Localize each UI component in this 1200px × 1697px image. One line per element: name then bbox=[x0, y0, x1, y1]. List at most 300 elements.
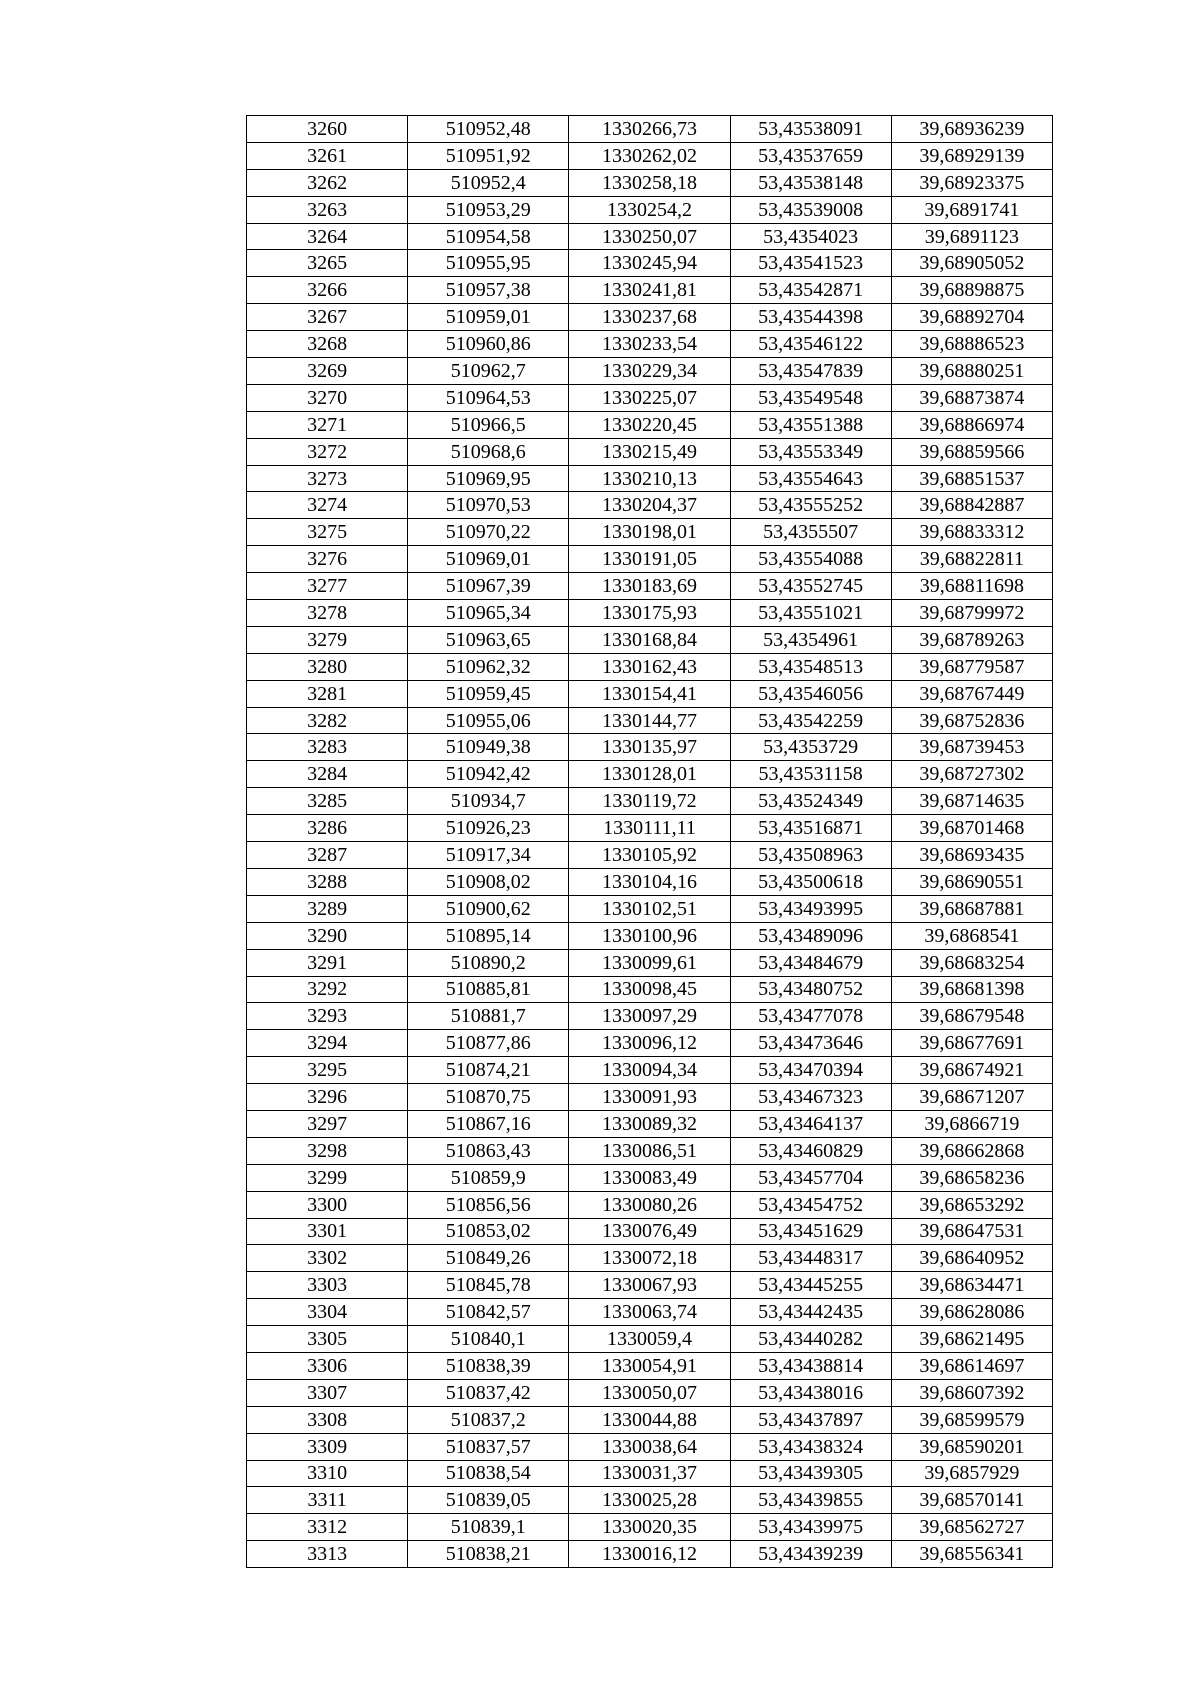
x-coordinate-cell: 510845,78 bbox=[408, 1272, 569, 1299]
point-number-cell: 3262 bbox=[247, 169, 408, 196]
x-coordinate-cell: 510837,57 bbox=[408, 1433, 569, 1460]
y-coordinate-cell: 1330144,77 bbox=[569, 707, 730, 734]
x-coordinate-cell: 510934,7 bbox=[408, 788, 569, 815]
table-row bbox=[247, 1299, 1053, 1326]
latitude-cell: 53,4354961 bbox=[730, 626, 891, 653]
latitude-cell: 53,43437897 bbox=[730, 1406, 891, 1433]
y-coordinate-cell: 1330020,35 bbox=[569, 1514, 730, 1541]
point-number-cell: 3289 bbox=[247, 895, 408, 922]
longitude-cell: 39,68556341 bbox=[891, 1541, 1052, 1568]
y-coordinate-cell: 1330096,12 bbox=[569, 1030, 730, 1057]
longitude-cell: 39,68752836 bbox=[891, 707, 1052, 734]
y-coordinate-cell: 1330099,61 bbox=[569, 949, 730, 976]
table-row bbox=[247, 1218, 1053, 1245]
y-coordinate-cell: 1330204,37 bbox=[569, 492, 730, 519]
table-row bbox=[247, 1379, 1053, 1406]
latitude-cell: 53,43524349 bbox=[730, 788, 891, 815]
latitude-cell: 53,43538148 bbox=[730, 169, 891, 196]
longitude-cell: 39,68866974 bbox=[891, 411, 1052, 438]
x-coordinate-cell: 510965,34 bbox=[408, 600, 569, 627]
latitude-cell: 53,43551021 bbox=[730, 600, 891, 627]
x-coordinate-cell: 510849,26 bbox=[408, 1245, 569, 1272]
x-coordinate-cell: 510837,42 bbox=[408, 1379, 569, 1406]
latitude-cell: 53,43457704 bbox=[730, 1164, 891, 1191]
latitude-cell: 53,43555252 bbox=[730, 492, 891, 519]
x-coordinate-cell: 510926,23 bbox=[408, 815, 569, 842]
point-number-cell: 3294 bbox=[247, 1030, 408, 1057]
y-coordinate-cell: 1330191,05 bbox=[569, 546, 730, 573]
latitude-cell: 53,43460829 bbox=[730, 1137, 891, 1164]
table-row bbox=[247, 1030, 1053, 1057]
table-row bbox=[247, 1272, 1053, 1299]
latitude-cell: 53,43477078 bbox=[730, 1003, 891, 1030]
coordinates-table-body bbox=[247, 116, 1053, 1568]
longitude-cell: 39,68599579 bbox=[891, 1406, 1052, 1433]
table-row bbox=[247, 626, 1053, 653]
longitude-cell: 39,68690551 bbox=[891, 868, 1052, 895]
point-number-cell: 3308 bbox=[247, 1406, 408, 1433]
point-number-cell: 3261 bbox=[247, 142, 408, 169]
x-coordinate-cell: 510900,62 bbox=[408, 895, 569, 922]
longitude-cell: 39,68833312 bbox=[891, 519, 1052, 546]
table-row bbox=[247, 1191, 1053, 1218]
y-coordinate-cell: 1330111,11 bbox=[569, 815, 730, 842]
x-coordinate-cell: 510838,21 bbox=[408, 1541, 569, 1568]
table-row bbox=[247, 976, 1053, 1003]
longitude-cell: 39,68851537 bbox=[891, 465, 1052, 492]
x-coordinate-cell: 510842,57 bbox=[408, 1299, 569, 1326]
longitude-cell: 39,68905052 bbox=[891, 250, 1052, 277]
latitude-cell: 53,43552745 bbox=[730, 573, 891, 600]
point-number-cell: 3276 bbox=[247, 546, 408, 573]
latitude-cell: 53,43454752 bbox=[730, 1191, 891, 1218]
latitude-cell: 53,43439239 bbox=[730, 1541, 891, 1568]
longitude-cell: 39,68880251 bbox=[891, 358, 1052, 385]
x-coordinate-cell: 510955,95 bbox=[408, 250, 569, 277]
longitude-cell: 39,68687881 bbox=[891, 895, 1052, 922]
y-coordinate-cell: 1330016,12 bbox=[569, 1541, 730, 1568]
latitude-cell: 53,43546122 bbox=[730, 331, 891, 358]
point-number-cell: 3295 bbox=[247, 1057, 408, 1084]
point-number-cell: 3281 bbox=[247, 680, 408, 707]
table-row bbox=[247, 680, 1053, 707]
table-row bbox=[247, 223, 1053, 250]
longitude-cell: 39,68681398 bbox=[891, 976, 1052, 1003]
y-coordinate-cell: 1330135,97 bbox=[569, 734, 730, 761]
table-row bbox=[247, 1352, 1053, 1379]
point-number-cell: 3280 bbox=[247, 653, 408, 680]
y-coordinate-cell: 1330097,29 bbox=[569, 1003, 730, 1030]
y-coordinate-cell: 1330168,84 bbox=[569, 626, 730, 653]
table-row bbox=[247, 519, 1053, 546]
table-row bbox=[247, 277, 1053, 304]
latitude-cell: 53,43537659 bbox=[730, 142, 891, 169]
point-number-cell: 3312 bbox=[247, 1514, 408, 1541]
y-coordinate-cell: 1330094,34 bbox=[569, 1057, 730, 1084]
longitude-cell: 39,68779587 bbox=[891, 653, 1052, 680]
y-coordinate-cell: 1330225,07 bbox=[569, 384, 730, 411]
longitude-cell: 39,68628086 bbox=[891, 1299, 1052, 1326]
latitude-cell: 53,43554088 bbox=[730, 546, 891, 573]
x-coordinate-cell: 510890,2 bbox=[408, 949, 569, 976]
x-coordinate-cell: 510970,22 bbox=[408, 519, 569, 546]
table-row bbox=[247, 1245, 1053, 1272]
longitude-cell: 39,6857929 bbox=[891, 1460, 1052, 1487]
y-coordinate-cell: 1330076,49 bbox=[569, 1218, 730, 1245]
table-row bbox=[247, 1541, 1053, 1568]
table-row bbox=[247, 895, 1053, 922]
longitude-cell: 39,68892704 bbox=[891, 304, 1052, 331]
latitude-cell: 53,43489096 bbox=[730, 922, 891, 949]
x-coordinate-cell: 510870,75 bbox=[408, 1084, 569, 1111]
table-row bbox=[247, 1514, 1053, 1541]
table-row bbox=[247, 949, 1053, 976]
point-number-cell: 3297 bbox=[247, 1110, 408, 1137]
y-coordinate-cell: 1330245,94 bbox=[569, 250, 730, 277]
y-coordinate-cell: 1330175,93 bbox=[569, 600, 730, 627]
x-coordinate-cell: 510859,9 bbox=[408, 1164, 569, 1191]
x-coordinate-cell: 510969,01 bbox=[408, 546, 569, 573]
y-coordinate-cell: 1330038,64 bbox=[569, 1433, 730, 1460]
y-coordinate-cell: 1330089,32 bbox=[569, 1110, 730, 1137]
latitude-cell: 53,43554643 bbox=[730, 465, 891, 492]
longitude-cell: 39,68929139 bbox=[891, 142, 1052, 169]
x-coordinate-cell: 510874,21 bbox=[408, 1057, 569, 1084]
longitude-cell: 39,68653292 bbox=[891, 1191, 1052, 1218]
latitude-cell: 53,43451629 bbox=[730, 1218, 891, 1245]
x-coordinate-cell: 510951,92 bbox=[408, 142, 569, 169]
point-number-cell: 3313 bbox=[247, 1541, 408, 1568]
latitude-cell: 53,43493995 bbox=[730, 895, 891, 922]
longitude-cell: 39,68923375 bbox=[891, 169, 1052, 196]
x-coordinate-cell: 510957,38 bbox=[408, 277, 569, 304]
y-coordinate-cell: 1330105,92 bbox=[569, 842, 730, 869]
y-coordinate-cell: 1330183,69 bbox=[569, 573, 730, 600]
point-number-cell: 3301 bbox=[247, 1218, 408, 1245]
longitude-cell: 39,68693435 bbox=[891, 842, 1052, 869]
longitude-cell: 39,68811698 bbox=[891, 573, 1052, 600]
point-number-cell: 3273 bbox=[247, 465, 408, 492]
x-coordinate-cell: 510962,32 bbox=[408, 653, 569, 680]
latitude-cell: 53,43500618 bbox=[730, 868, 891, 895]
x-coordinate-cell: 510917,34 bbox=[408, 842, 569, 869]
longitude-cell: 39,68822811 bbox=[891, 546, 1052, 573]
point-number-cell: 3293 bbox=[247, 1003, 408, 1030]
point-number-cell: 3305 bbox=[247, 1326, 408, 1353]
latitude-cell: 53,43448317 bbox=[730, 1245, 891, 1272]
latitude-cell: 53,4354023 bbox=[730, 223, 891, 250]
longitude-cell: 39,68677691 bbox=[891, 1030, 1052, 1057]
y-coordinate-cell: 1330059,4 bbox=[569, 1326, 730, 1353]
table-row bbox=[247, 304, 1053, 331]
point-number-cell: 3287 bbox=[247, 842, 408, 869]
table-row bbox=[247, 1326, 1053, 1353]
longitude-cell: 39,68701468 bbox=[891, 815, 1052, 842]
table-row bbox=[247, 1084, 1053, 1111]
latitude-cell: 53,43544398 bbox=[730, 304, 891, 331]
y-coordinate-cell: 1330262,02 bbox=[569, 142, 730, 169]
x-coordinate-cell: 510962,7 bbox=[408, 358, 569, 385]
y-coordinate-cell: 1330210,13 bbox=[569, 465, 730, 492]
table-row bbox=[247, 1057, 1053, 1084]
x-coordinate-cell: 510853,02 bbox=[408, 1218, 569, 1245]
x-coordinate-cell: 510960,86 bbox=[408, 331, 569, 358]
table-row bbox=[247, 142, 1053, 169]
table-row bbox=[247, 707, 1053, 734]
y-coordinate-cell: 1330128,01 bbox=[569, 761, 730, 788]
y-coordinate-cell: 1330067,93 bbox=[569, 1272, 730, 1299]
longitude-cell: 39,68727302 bbox=[891, 761, 1052, 788]
latitude-cell: 53,43467323 bbox=[730, 1084, 891, 1111]
longitude-cell: 39,6891123 bbox=[891, 223, 1052, 250]
y-coordinate-cell: 1330100,96 bbox=[569, 922, 730, 949]
y-coordinate-cell: 1330229,34 bbox=[569, 358, 730, 385]
y-coordinate-cell: 1330250,07 bbox=[569, 223, 730, 250]
y-coordinate-cell: 1330063,74 bbox=[569, 1299, 730, 1326]
point-number-cell: 3309 bbox=[247, 1433, 408, 1460]
x-coordinate-cell: 510949,38 bbox=[408, 734, 569, 761]
x-coordinate-cell: 510840,1 bbox=[408, 1326, 569, 1353]
latitude-cell: 53,43438016 bbox=[730, 1379, 891, 1406]
y-coordinate-cell: 1330025,28 bbox=[569, 1487, 730, 1514]
x-coordinate-cell: 510968,6 bbox=[408, 438, 569, 465]
x-coordinate-cell: 510954,58 bbox=[408, 223, 569, 250]
point-number-cell: 3283 bbox=[247, 734, 408, 761]
longitude-cell: 39,68640952 bbox=[891, 1245, 1052, 1272]
x-coordinate-cell: 510885,81 bbox=[408, 976, 569, 1003]
x-coordinate-cell: 510967,39 bbox=[408, 573, 569, 600]
table-row bbox=[247, 842, 1053, 869]
latitude-cell: 53,43440282 bbox=[730, 1326, 891, 1353]
point-number-cell: 3300 bbox=[247, 1191, 408, 1218]
table-row bbox=[247, 573, 1053, 600]
longitude-cell: 39,68607392 bbox=[891, 1379, 1052, 1406]
x-coordinate-cell: 510952,48 bbox=[408, 116, 569, 143]
longitude-cell: 39,68647531 bbox=[891, 1218, 1052, 1245]
table-row bbox=[247, 922, 1053, 949]
x-coordinate-cell: 510964,53 bbox=[408, 384, 569, 411]
longitude-cell: 39,68570141 bbox=[891, 1487, 1052, 1514]
x-coordinate-cell: 510953,29 bbox=[408, 196, 569, 223]
y-coordinate-cell: 1330254,2 bbox=[569, 196, 730, 223]
table-row bbox=[247, 1164, 1053, 1191]
point-number-cell: 3292 bbox=[247, 976, 408, 1003]
latitude-cell: 53,43438814 bbox=[730, 1352, 891, 1379]
longitude-cell: 39,68739453 bbox=[891, 734, 1052, 761]
table-row bbox=[247, 358, 1053, 385]
point-number-cell: 3311 bbox=[247, 1487, 408, 1514]
y-coordinate-cell: 1330104,16 bbox=[569, 868, 730, 895]
y-coordinate-cell: 1330083,49 bbox=[569, 1164, 730, 1191]
latitude-cell: 53,4355507 bbox=[730, 519, 891, 546]
table-row bbox=[247, 734, 1053, 761]
table-row bbox=[247, 1487, 1053, 1514]
y-coordinate-cell: 1330102,51 bbox=[569, 895, 730, 922]
y-coordinate-cell: 1330119,72 bbox=[569, 788, 730, 815]
longitude-cell: 39,68898875 bbox=[891, 277, 1052, 304]
table-row bbox=[247, 653, 1053, 680]
latitude-cell: 53,43464137 bbox=[730, 1110, 891, 1137]
table-row bbox=[247, 1460, 1053, 1487]
point-number-cell: 3272 bbox=[247, 438, 408, 465]
latitude-cell: 53,43484679 bbox=[730, 949, 891, 976]
point-number-cell: 3307 bbox=[247, 1379, 408, 1406]
latitude-cell: 53,43547839 bbox=[730, 358, 891, 385]
point-number-cell: 3265 bbox=[247, 250, 408, 277]
point-number-cell: 3264 bbox=[247, 223, 408, 250]
point-number-cell: 3302 bbox=[247, 1245, 408, 1272]
y-coordinate-cell: 1330031,37 bbox=[569, 1460, 730, 1487]
point-number-cell: 3285 bbox=[247, 788, 408, 815]
latitude-cell: 53,4353729 bbox=[730, 734, 891, 761]
longitude-cell: 39,68614697 bbox=[891, 1352, 1052, 1379]
longitude-cell: 39,6866719 bbox=[891, 1110, 1052, 1137]
table-row bbox=[247, 1137, 1053, 1164]
y-coordinate-cell: 1330241,81 bbox=[569, 277, 730, 304]
x-coordinate-cell: 510969,95 bbox=[408, 465, 569, 492]
x-coordinate-cell: 510955,06 bbox=[408, 707, 569, 734]
y-coordinate-cell: 1330215,49 bbox=[569, 438, 730, 465]
table-row bbox=[247, 1406, 1053, 1433]
point-number-cell: 3269 bbox=[247, 358, 408, 385]
x-coordinate-cell: 510970,53 bbox=[408, 492, 569, 519]
table-row bbox=[247, 492, 1053, 519]
y-coordinate-cell: 1330072,18 bbox=[569, 1245, 730, 1272]
point-number-cell: 3279 bbox=[247, 626, 408, 653]
x-coordinate-cell: 510963,65 bbox=[408, 626, 569, 653]
y-coordinate-cell: 1330154,41 bbox=[569, 680, 730, 707]
point-number-cell: 3266 bbox=[247, 277, 408, 304]
table-row bbox=[247, 196, 1053, 223]
x-coordinate-cell: 510952,4 bbox=[408, 169, 569, 196]
table-row bbox=[247, 331, 1053, 358]
point-number-cell: 3275 bbox=[247, 519, 408, 546]
x-coordinate-cell: 510942,42 bbox=[408, 761, 569, 788]
longitude-cell: 39,6868541 bbox=[891, 922, 1052, 949]
table-row bbox=[247, 250, 1053, 277]
latitude-cell: 53,43548513 bbox=[730, 653, 891, 680]
table-row bbox=[247, 1110, 1053, 1137]
point-number-cell: 3267 bbox=[247, 304, 408, 331]
longitude-cell: 39,68562727 bbox=[891, 1514, 1052, 1541]
latitude-cell: 53,43439305 bbox=[730, 1460, 891, 1487]
point-number-cell: 3284 bbox=[247, 761, 408, 788]
point-number-cell: 3263 bbox=[247, 196, 408, 223]
longitude-cell: 39,68714635 bbox=[891, 788, 1052, 815]
longitude-cell: 39,6891741 bbox=[891, 196, 1052, 223]
longitude-cell: 39,68590201 bbox=[891, 1433, 1052, 1460]
latitude-cell: 53,43539008 bbox=[730, 196, 891, 223]
table-row bbox=[247, 761, 1053, 788]
y-coordinate-cell: 1330080,26 bbox=[569, 1191, 730, 1218]
x-coordinate-cell: 510959,01 bbox=[408, 304, 569, 331]
table-row bbox=[247, 788, 1053, 815]
point-number-cell: 3271 bbox=[247, 411, 408, 438]
longitude-cell: 39,68662868 bbox=[891, 1137, 1052, 1164]
x-coordinate-cell: 510863,43 bbox=[408, 1137, 569, 1164]
x-coordinate-cell: 510839,1 bbox=[408, 1514, 569, 1541]
x-coordinate-cell: 510867,16 bbox=[408, 1110, 569, 1137]
y-coordinate-cell: 1330198,01 bbox=[569, 519, 730, 546]
longitude-cell: 39,68789263 bbox=[891, 626, 1052, 653]
latitude-cell: 53,43473646 bbox=[730, 1030, 891, 1057]
point-number-cell: 3299 bbox=[247, 1164, 408, 1191]
latitude-cell: 53,43438324 bbox=[730, 1433, 891, 1460]
latitude-cell: 53,43542871 bbox=[730, 277, 891, 304]
table-row bbox=[247, 546, 1053, 573]
coordinates-table bbox=[246, 115, 1053, 1568]
longitude-cell: 39,68859566 bbox=[891, 438, 1052, 465]
table-row bbox=[247, 116, 1053, 143]
latitude-cell: 53,43508963 bbox=[730, 842, 891, 869]
latitude-cell: 53,43531158 bbox=[730, 761, 891, 788]
y-coordinate-cell: 1330233,54 bbox=[569, 331, 730, 358]
y-coordinate-cell: 1330162,43 bbox=[569, 653, 730, 680]
latitude-cell: 53,43538091 bbox=[730, 116, 891, 143]
point-number-cell: 3291 bbox=[247, 949, 408, 976]
table-row bbox=[247, 384, 1053, 411]
longitude-cell: 39,68674921 bbox=[891, 1057, 1052, 1084]
point-number-cell: 3310 bbox=[247, 1460, 408, 1487]
table-row bbox=[247, 1433, 1053, 1460]
longitude-cell: 39,68936239 bbox=[891, 116, 1052, 143]
point-number-cell: 3268 bbox=[247, 331, 408, 358]
longitude-cell: 39,68679548 bbox=[891, 1003, 1052, 1030]
latitude-cell: 53,43549548 bbox=[730, 384, 891, 411]
x-coordinate-cell: 510838,39 bbox=[408, 1352, 569, 1379]
y-coordinate-cell: 1330220,45 bbox=[569, 411, 730, 438]
x-coordinate-cell: 510881,7 bbox=[408, 1003, 569, 1030]
longitude-cell: 39,68842887 bbox=[891, 492, 1052, 519]
longitude-cell: 39,68886523 bbox=[891, 331, 1052, 358]
point-number-cell: 3274 bbox=[247, 492, 408, 519]
table-row bbox=[247, 411, 1053, 438]
latitude-cell: 53,43445255 bbox=[730, 1272, 891, 1299]
table-row bbox=[247, 465, 1053, 492]
longitude-cell: 39,68873874 bbox=[891, 384, 1052, 411]
table-row bbox=[247, 868, 1053, 895]
y-coordinate-cell: 1330050,07 bbox=[569, 1379, 730, 1406]
point-number-cell: 3278 bbox=[247, 600, 408, 627]
table-row bbox=[247, 600, 1053, 627]
point-number-cell: 3303 bbox=[247, 1272, 408, 1299]
table-row bbox=[247, 169, 1053, 196]
y-coordinate-cell: 1330237,68 bbox=[569, 304, 730, 331]
x-coordinate-cell: 510966,5 bbox=[408, 411, 569, 438]
latitude-cell: 53,43480752 bbox=[730, 976, 891, 1003]
point-number-cell: 3306 bbox=[247, 1352, 408, 1379]
x-coordinate-cell: 510838,54 bbox=[408, 1460, 569, 1487]
longitude-cell: 39,68658236 bbox=[891, 1164, 1052, 1191]
table-row bbox=[247, 438, 1053, 465]
point-number-cell: 3282 bbox=[247, 707, 408, 734]
longitude-cell: 39,68634471 bbox=[891, 1272, 1052, 1299]
longitude-cell: 39,68799972 bbox=[891, 600, 1052, 627]
latitude-cell: 53,43551388 bbox=[730, 411, 891, 438]
point-number-cell: 3296 bbox=[247, 1084, 408, 1111]
latitude-cell: 53,43541523 bbox=[730, 250, 891, 277]
longitude-cell: 39,68683254 bbox=[891, 949, 1052, 976]
x-coordinate-cell: 510837,2 bbox=[408, 1406, 569, 1433]
latitude-cell: 53,43470394 bbox=[730, 1057, 891, 1084]
latitude-cell: 53,43553349 bbox=[730, 438, 891, 465]
x-coordinate-cell: 510908,02 bbox=[408, 868, 569, 895]
table-row bbox=[247, 1003, 1053, 1030]
y-coordinate-cell: 1330098,45 bbox=[569, 976, 730, 1003]
point-number-cell: 3290 bbox=[247, 922, 408, 949]
y-coordinate-cell: 1330091,93 bbox=[569, 1084, 730, 1111]
point-number-cell: 3277 bbox=[247, 573, 408, 600]
